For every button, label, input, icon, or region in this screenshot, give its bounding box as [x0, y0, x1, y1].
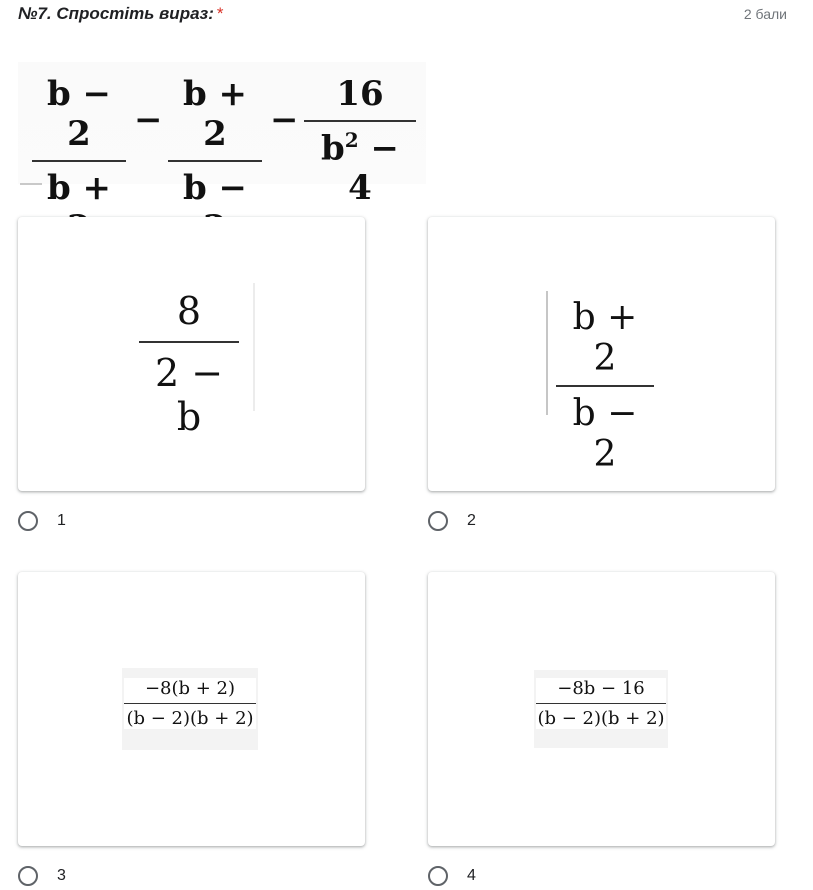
option-1-radio[interactable] [18, 511, 38, 531]
fraction-3-den-base: b [320, 128, 345, 169]
option-2-radio[interactable] [428, 511, 448, 531]
option-3-bar [124, 703, 256, 704]
option-4-bar [536, 703, 666, 704]
fraction-1-bar [32, 160, 126, 162]
option-3-label: 3 [57, 867, 66, 884]
fraction-1-numerator: b − 2 [46, 74, 112, 154]
fraction-2-denominator: b − [182, 168, 248, 208]
option-1-image-edge [253, 283, 255, 411]
required-asterisk: * [216, 4, 224, 23]
option-2-bar [556, 385, 654, 387]
option-3-numerator: −8(b + 2) [144, 678, 236, 699]
option-2-image-edge [546, 291, 548, 415]
question-expression-image [18, 62, 426, 209]
option-2-denominator: b − 2 [572, 393, 638, 475]
question-points: 2 бали [743, 6, 787, 22]
expression-fraction-3 [304, 74, 416, 208]
fraction-3-numerator: 16 [336, 74, 384, 114]
option-4-numerator: −8b − 16 [557, 678, 645, 699]
option-card-1[interactable] [18, 217, 365, 491]
option-2-image [546, 291, 658, 475]
option-4-fraction [536, 678, 666, 729]
option-4-image [534, 670, 668, 748]
option-card-4[interactable] [428, 572, 775, 846]
fraction-2-bar [168, 160, 262, 162]
option-4-radio[interactable] [428, 866, 448, 886]
question-title [18, 4, 224, 24]
option-row-3[interactable] [18, 862, 66, 890]
option-row-1[interactable] [18, 507, 66, 535]
option-3-image [122, 668, 258, 750]
question-title-text: №7. Спростіть вираз: [18, 4, 214, 23]
option-row-2[interactable] [428, 507, 476, 535]
option-3-fraction [124, 678, 256, 729]
fraction-3-bar [304, 120, 416, 122]
fraction-3-den-rest: − 4 [348, 128, 400, 209]
option-1-bar [139, 341, 239, 343]
option-3-denominator: (b − 2)(b + 2) [126, 708, 254, 729]
option-row-4[interactable] [428, 862, 476, 890]
question-header [18, 4, 789, 26]
option-4-label: 4 [467, 867, 476, 884]
expression-operator-2: − [270, 100, 299, 140]
option-1-label: 1 [57, 512, 66, 529]
option-card-3[interactable] [18, 572, 365, 846]
expression-underline [20, 183, 42, 185]
option-1-fraction [139, 289, 239, 439]
option-card-2[interactable] [428, 217, 775, 491]
expression-operator-1: − [134, 100, 163, 140]
option-1-denominator: 2 − b [154, 351, 224, 439]
fraction-2-numerator: b + 2 [182, 74, 248, 154]
option-1-image [135, 283, 255, 439]
fraction-1-denominator: b + [46, 168, 112, 208]
option-4-denominator: (b − 2)(b + 2) [537, 708, 665, 729]
option-3-radio[interactable] [18, 866, 38, 886]
fraction-3-den-exponent: 2 [344, 128, 359, 152]
option-1-numerator: 8 [176, 289, 202, 333]
option-2-fraction [556, 297, 654, 475]
option-2-numerator: b + 2 [572, 297, 638, 379]
option-2-label: 2 [467, 512, 476, 529]
fraction-3-denominator [304, 128, 416, 208]
